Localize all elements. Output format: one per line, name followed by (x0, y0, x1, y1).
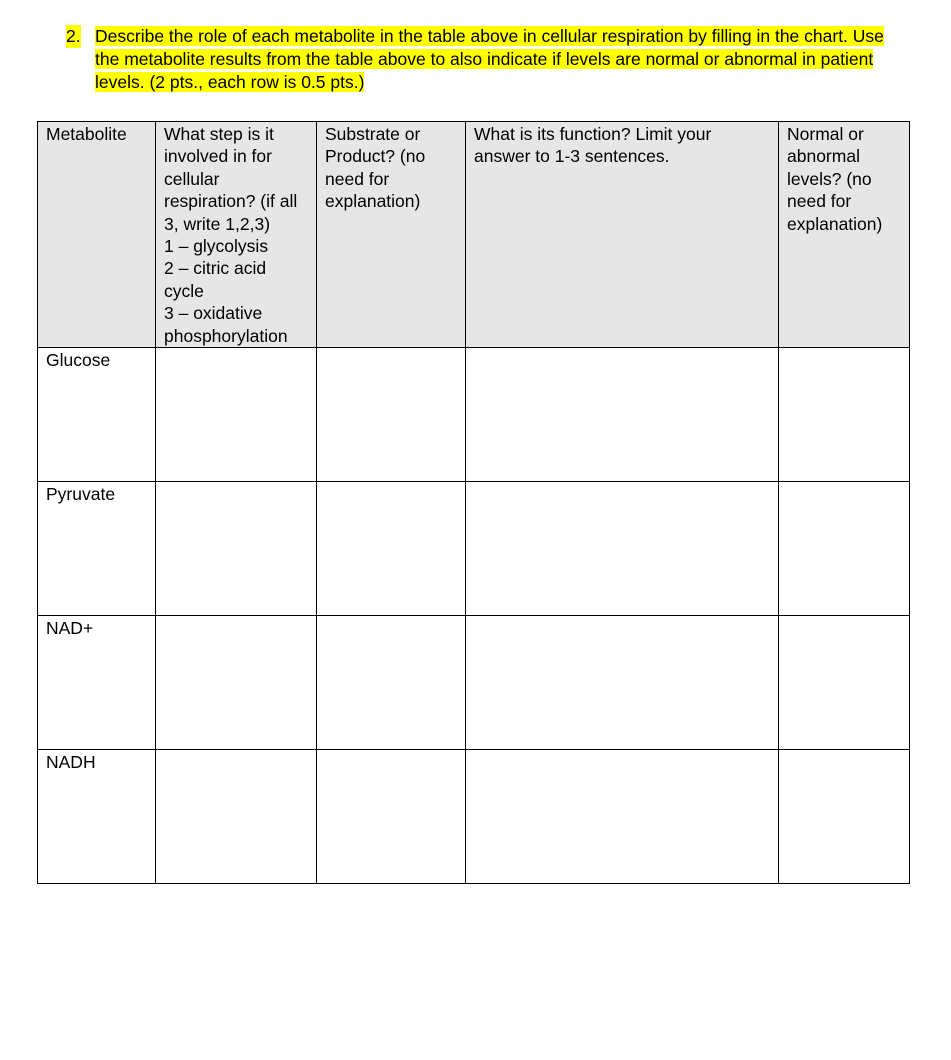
table-row (38, 482, 910, 616)
row-levels-cell[interactable] (779, 482, 910, 616)
row-step-cell[interactable] (156, 348, 317, 482)
row-levels-cell[interactable] (779, 616, 910, 750)
table-row (38, 348, 910, 482)
header-metabolite: Metabolite (38, 122, 156, 348)
table-row (38, 750, 910, 884)
row-function-cell[interactable] (466, 482, 779, 616)
row-substrate-cell[interactable] (317, 348, 466, 482)
row-substrate-cell[interactable] (317, 616, 466, 750)
row-substrate-cell[interactable] (317, 482, 466, 616)
question-number: 2. (66, 26, 81, 46)
row-function-cell[interactable] (466, 348, 779, 482)
row-levels-cell[interactable] (779, 348, 910, 482)
header-step-option-3: 3 – oxidative phosphorylation (164, 303, 288, 346)
row-step-cell[interactable] (156, 482, 317, 616)
header-substrate: Substrate or Product? (no need for explanation) (317, 122, 466, 348)
header-step-option-2: 2 – citric acid cycle (164, 258, 267, 301)
row-substrate-cell[interactable] (317, 750, 466, 884)
header-levels: Normal or abnormal levels? (no need for explanation) (779, 122, 910, 348)
metabolite-chart (37, 121, 910, 884)
header-row (38, 122, 910, 348)
question-text: Describe the role of each metabolite in the table above in cellular respiration by filling in the chart. Use the metabolite results from the table above to also indicate if levels are normal or abnormal in patient levels. (2 pts., each row is 0.5 pts.) (95, 26, 884, 92)
row-function-cell[interactable] (466, 616, 779, 750)
row-metabolite-name: Pyruvate (38, 482, 156, 616)
row-metabolite-name: NADH (38, 750, 156, 884)
header-step (156, 122, 317, 348)
row-metabolite-name: NAD+ (38, 616, 156, 750)
row-function-cell[interactable] (466, 750, 779, 884)
row-metabolite-name: Glucose (38, 348, 156, 482)
header-function: What is its function? Limit your answer to 1-3 sentences. (466, 122, 779, 348)
row-levels-cell[interactable] (779, 750, 910, 884)
row-step-cell[interactable] (156, 616, 317, 750)
table-row (38, 616, 910, 750)
header-step-option-1: 1 – glycolysis (164, 236, 269, 257)
row-step-cell[interactable] (156, 750, 317, 884)
header-step-question: What step is it involved in for cellular respiration? (if all 3, write 1,2,3) (164, 124, 298, 234)
question-text-container (95, 25, 895, 94)
